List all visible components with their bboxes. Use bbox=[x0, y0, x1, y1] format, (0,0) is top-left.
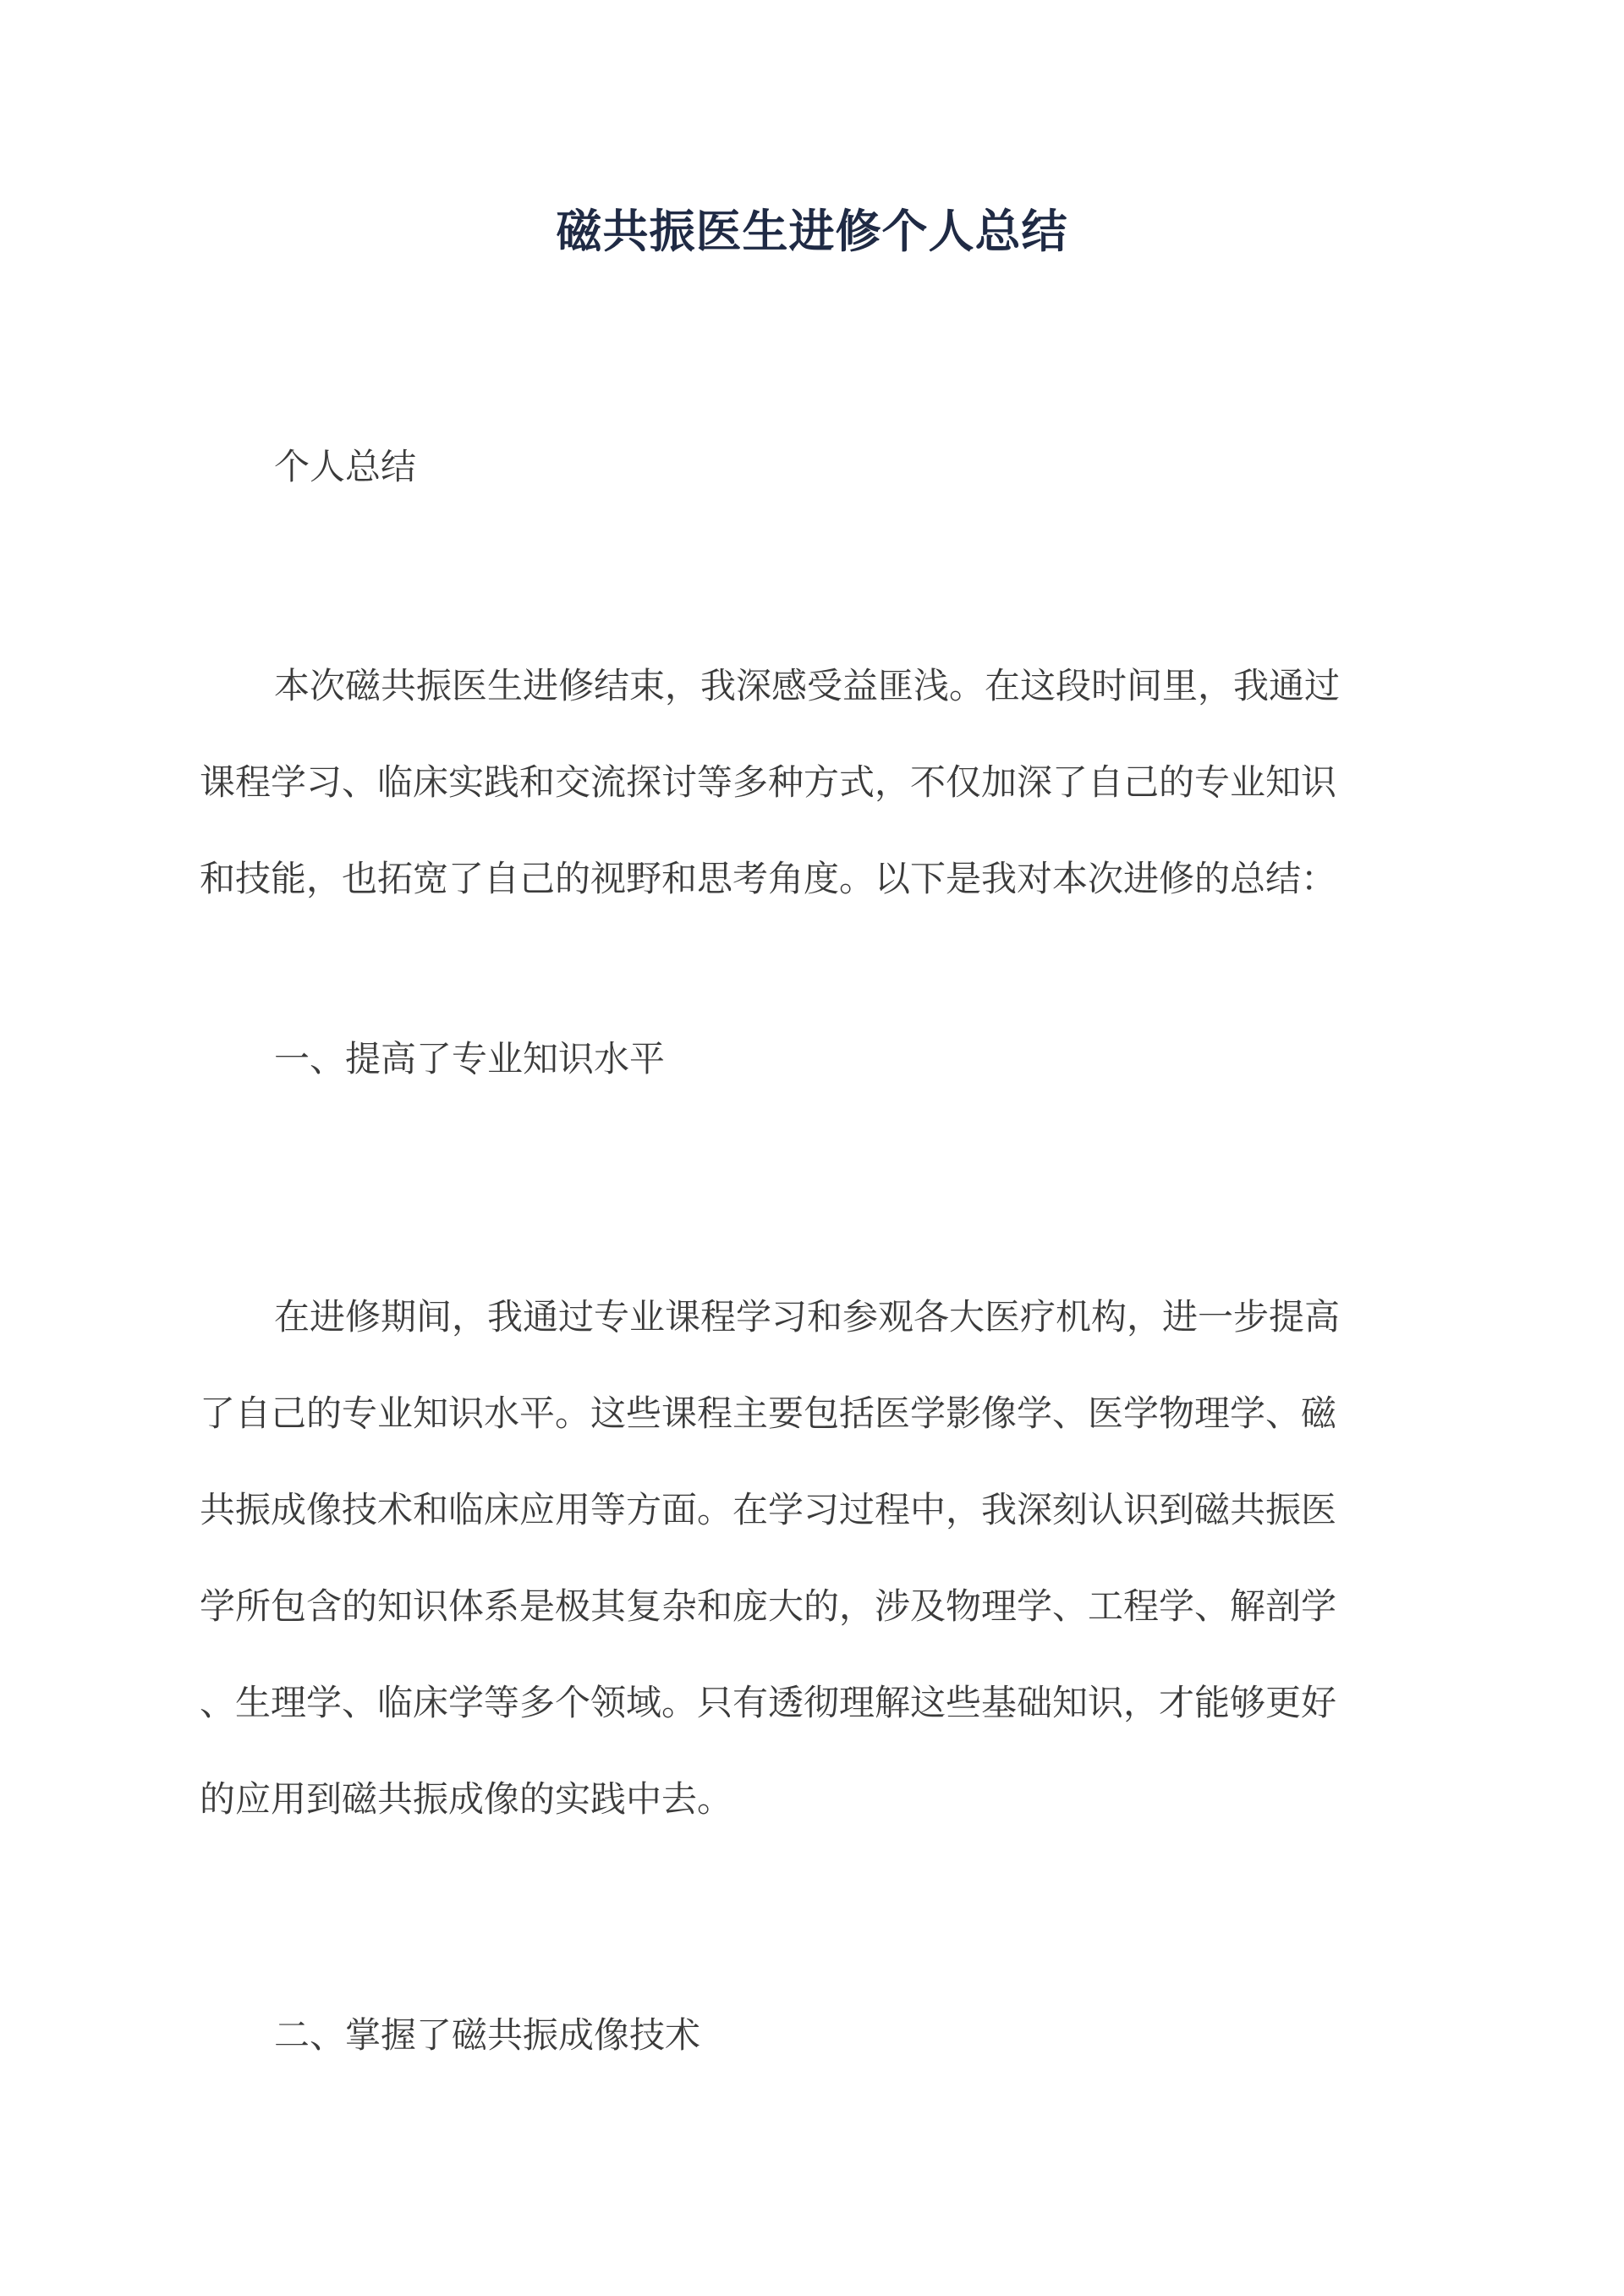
paragraph-line: 、生理学、临床学等多个领域。只有透彻理解这些基础知识，才能够更好 bbox=[200, 1682, 1337, 1723]
paragraph-line: 课程学习、临床实践和交流探讨等多种方式，不仅加深了自己的专业知识 bbox=[200, 761, 1337, 803]
section-heading-2: 二、掌握了磁共振成像技术 bbox=[274, 2014, 701, 2056]
section-heading-1: 一、提高了专业知识水平 bbox=[274, 1038, 666, 1079]
paragraph-line: 在进修期间，我通过专业课程学习和参观各大医疗机构，进一步提高 bbox=[274, 1296, 1341, 1338]
paragraph-line: 本次磁共振医生进修结束，我深感受益匪浅。在这段时间里，我通过 bbox=[274, 665, 1341, 706]
paragraph-line: 的应用到磁共振成像的实践中去。 bbox=[200, 1778, 733, 1820]
paragraph-line: 了自己的专业知识水平。这些课程主要包括医学影像学、医学物理学、磁 bbox=[200, 1392, 1337, 1434]
section-1-paragraph bbox=[200, 1269, 1426, 1848]
paragraph-line: 和技能，也拓宽了自己的视野和思考角度。以下是我对本次进修的总结： bbox=[200, 858, 1337, 899]
subtitle-personal-summary: 个人总结 bbox=[274, 446, 417, 487]
paragraph-line: 学所包含的知识体系是极其复杂和庞大的，涉及物理学、工程学、解剖学 bbox=[200, 1585, 1337, 1627]
document-title: 磁共振医生进修个人总结 bbox=[556, 204, 1068, 258]
intro-paragraph bbox=[200, 638, 1426, 927]
paragraph-line: 共振成像技术和临床应用等方面。在学习过程中，我深刻认识到磁共振医 bbox=[200, 1489, 1337, 1530]
